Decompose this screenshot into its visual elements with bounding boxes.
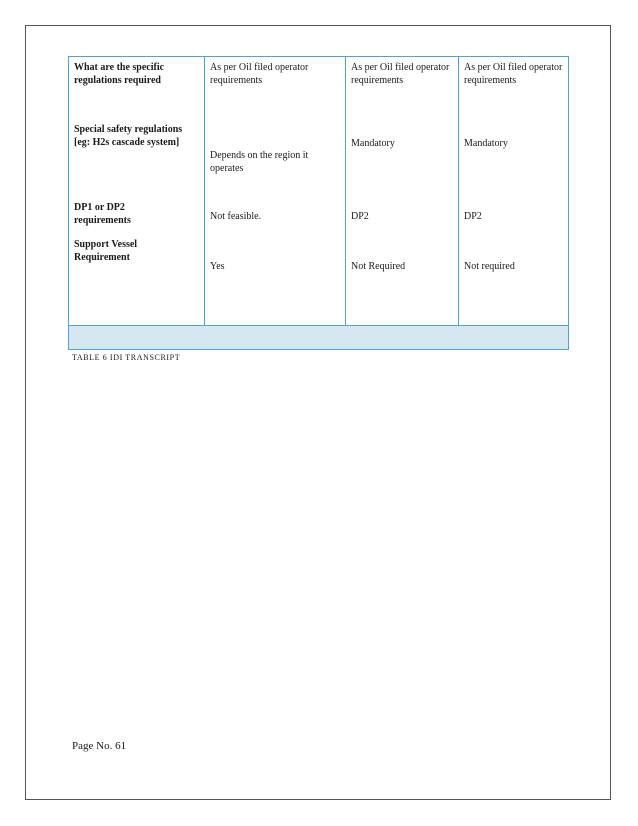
cell-support-col1: Yes <box>210 261 225 272</box>
row-label-safety: Special safety regulations [eg: H2s cascade system] <box>74 124 183 148</box>
cell-dp-col2: DP2 <box>351 211 369 222</box>
cell-support-col2: Not Required <box>351 261 406 272</box>
cell-dp-col1: Not feasible. <box>210 211 262 222</box>
table-caption: TABLE 6 IDI TRANSCRIPT <box>72 353 181 362</box>
page-number: Page No. 61 <box>72 740 127 752</box>
column-divider <box>345 57 346 325</box>
cell-safety-col1: Depends on the region it operates <box>210 150 309 174</box>
cell-dp-col3: DP2 <box>464 211 482 222</box>
cell-safety-col3: Mandatory <box>464 138 508 149</box>
column-divider <box>458 57 459 325</box>
row-label-dp: DP1 or DP2 requirements <box>74 202 131 226</box>
cell-regulations-col3: As per Oil filed operator requirements <box>464 62 563 86</box>
cell-regulations-col1: As per Oil filed operator requirements <box>210 62 309 86</box>
cell-support-col3: Not required <box>464 261 515 272</box>
cell-regulations-col2: As per Oil filed operator requirements <box>351 62 450 86</box>
row-label-regulations: What are the specific regulations required <box>74 62 165 86</box>
column-divider <box>204 57 205 325</box>
table-footer-band <box>69 325 568 349</box>
idi-table <box>68 56 569 350</box>
row-label-support-vessel: Support Vessel Requirement <box>74 239 138 263</box>
cell-safety-col2: Mandatory <box>351 138 395 149</box>
